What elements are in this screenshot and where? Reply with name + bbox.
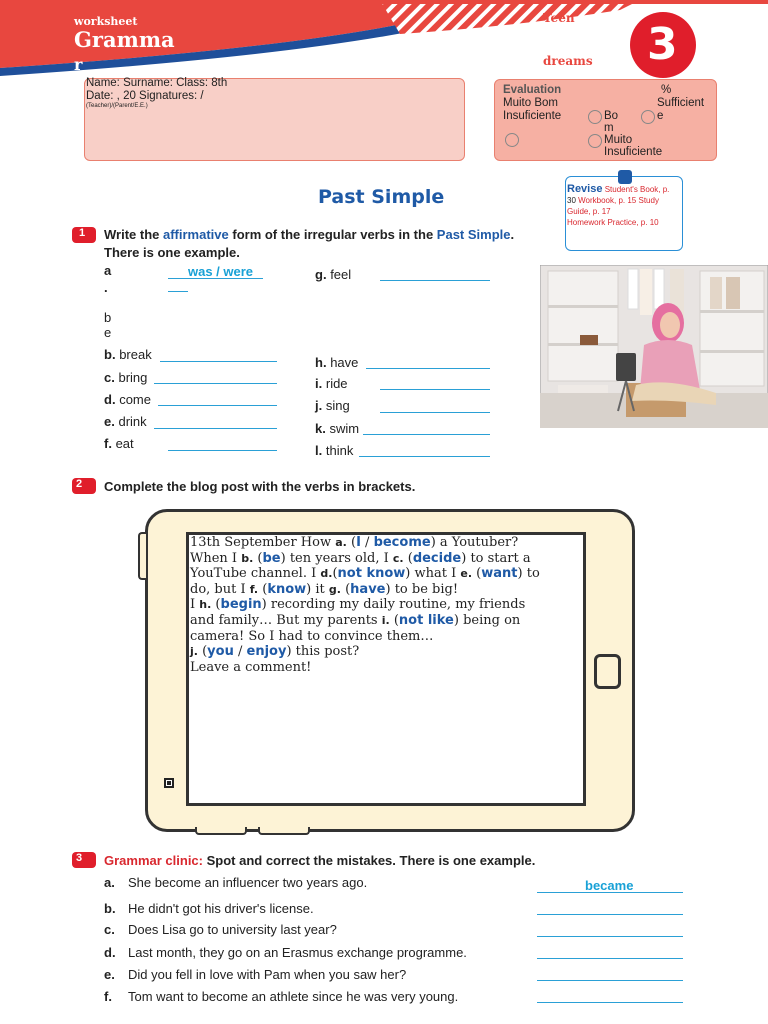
evaluation-title: Evaluation <box>503 84 562 96</box>
clinic-answer-c[interactable] <box>537 936 683 937</box>
ex1-past-simple: Past Simple <box>436 227 511 242</box>
revise-label: Revise <box>567 183 603 195</box>
grammar-clinic-label: Grammar clinic: <box>104 853 203 868</box>
blog-line-3: YouTube channel. I d.(not know) what I e. (want) to <box>190 566 540 582</box>
ex1-item-c: c. bring <box>104 370 148 385</box>
worksheet-label: worksheet <box>74 15 138 28</box>
ex1-text-a: Write the <box>104 227 163 242</box>
tablet-bottom-button-2 <box>258 827 310 835</box>
ex1-text-c: . <box>510 227 515 242</box>
blog-line-6: and family… But my parents i. (not like) being on <box>190 612 521 628</box>
ex1-item-d: d. come <box>104 392 151 407</box>
info-line-signatures: (Teacher)/(Parent/E.E.) <box>86 103 148 109</box>
blog-line-2: When I b. (be) ten years old, I c. (decide) to start a <box>190 550 531 566</box>
blog-line-1: 13th September How a. (I / become) a Youtuber? <box>190 535 519 550</box>
eval-bom-m: m <box>604 122 614 134</box>
tablet-side-button-left <box>138 532 146 580</box>
ex1-answer-k[interactable] <box>363 434 490 435</box>
blog-line-5: I h. (begin) recording my daily routine, my friends <box>190 597 526 613</box>
exercise-3-text: Spot and correct the mistakes. There is one example. <box>203 853 536 868</box>
exercise-3-instruction <box>104 852 535 870</box>
clinic-example-answer: became <box>585 878 634 893</box>
eval-muito-bom: Muito Bom <box>503 97 558 109</box>
revise-pin-icon <box>618 170 632 184</box>
ex1-affirmative: affirmative <box>163 227 229 242</box>
ex1-answer-i[interactable] <box>380 389 490 390</box>
tablet-camera-dot <box>167 781 171 785</box>
ex1-item-i: i. ride <box>315 376 348 391</box>
revise-line4: Homework Practice, p. 10 <box>567 218 659 227</box>
revise-line2-num: 30 <box>567 196 576 205</box>
clinic-item-a: a. She become an influencer two years ago. <box>104 875 368 890</box>
eval-muito-insuficiente: Insuficiente <box>604 146 663 158</box>
eval-bom: Bo <box>604 110 619 122</box>
book-title-teen: Teen <box>543 11 575 25</box>
ex1-answer-h[interactable] <box>366 368 490 369</box>
ex1-example-answer: was / were <box>188 264 254 279</box>
header-title: Gramma <box>74 27 175 52</box>
ex1-text-line2: There is one example. <box>104 245 240 260</box>
ex1-answer-f[interactable] <box>168 450 277 451</box>
ex1-answer-b[interactable] <box>160 361 277 362</box>
tablet-home-button[interactable] <box>594 654 621 689</box>
eval-suficiente-e: e <box>657 110 664 122</box>
eval-muito: Muito <box>604 134 633 146</box>
blog-line-9: Leave a comment! <box>190 659 312 675</box>
ex1-example-line2 <box>168 291 188 292</box>
ex1-item-k: k. swim <box>315 421 360 436</box>
ex1-example-verb-e: e <box>104 325 112 340</box>
ex1-item-e: e. drink <box>104 414 147 429</box>
clinic-item-b: b. He didn't got his driver's license. <box>104 901 314 916</box>
clinic-item-c: c. Does Lisa go to university last year? <box>104 922 337 937</box>
ex1-example-verb-b: b <box>104 310 112 325</box>
radio-bom[interactable] <box>588 110 602 124</box>
clinic-answer-a <box>537 892 683 893</box>
blog-line-8: j. (you / enjoy) this post? <box>190 644 360 660</box>
eval-suficiente: Sufficient <box>657 97 705 109</box>
clinic-item-e: e. Did you fell in love with Pam when you saw her? <box>104 967 407 982</box>
ex1-item-l: l. think <box>315 443 354 458</box>
clinic-answer-e[interactable] <box>537 980 683 981</box>
info-line-date: Date: , 20 Signatures: / <box>86 90 204 102</box>
ex1-answer-j[interactable] <box>380 412 490 413</box>
clinic-item-d: d. Last month, they go on an Erasmus exchange programme. <box>104 945 467 960</box>
revise-line3: Guide, p. 17 <box>567 207 611 216</box>
page-title: Past Simple <box>318 186 445 208</box>
book-title-dreams: dreams <box>543 54 593 68</box>
exercise-2-instruction: Complete the blog post with the verbs in brackets. <box>104 479 416 494</box>
clinic-answer-b[interactable] <box>537 914 683 915</box>
blog-line-7: camera! So I had to convince them… <box>190 628 434 644</box>
ex1-answer-d[interactable] <box>158 405 277 406</box>
clinic-answer-f[interactable] <box>537 1002 683 1003</box>
exercise-1-number: 1 <box>79 227 86 239</box>
eval-insuficiente: Insuficiente <box>503 110 562 122</box>
blog-line-4: do, but I f. (know) it g. (have) to be big! <box>190 581 459 597</box>
revise-text <box>567 184 683 228</box>
ex1-item-b: b. break <box>104 347 152 362</box>
clinic-answer-d[interactable] <box>537 958 683 959</box>
radio-muito-insuficiente[interactable] <box>588 134 602 148</box>
ex1-answer-e[interactable] <box>154 428 277 429</box>
exercise-2-number: 2 <box>76 478 83 490</box>
info-line-name: Name: Surname: Class: 8th <box>86 77 228 89</box>
tablet-bottom-button-1 <box>195 827 247 835</box>
revise-line2-tail: Study <box>638 196 659 205</box>
ex1-example-dot: . <box>104 280 108 295</box>
ex1-item-g: g. feel <box>315 267 352 282</box>
ex1-answer-g[interactable] <box>380 280 490 281</box>
ex1-answer-c[interactable] <box>154 383 277 384</box>
ex1-item-h: h. have <box>315 355 359 370</box>
blog-post <box>190 535 582 675</box>
unit-number: 3 <box>647 19 678 70</box>
exercise-1-instruction <box>104 226 554 262</box>
clinic-item-f: f. Tom want to become an athlete since he was very young. <box>104 989 459 1004</box>
ex1-example-line <box>168 278 263 279</box>
evaluation-percent: % <box>661 84 672 96</box>
revise-line2: Workbook, p. 15 <box>578 196 637 205</box>
ex1-item-f: f. eat <box>104 436 134 451</box>
ex1-text-b: form of the irregular verbs in the <box>228 227 437 242</box>
exercise-3-number: 3 <box>76 852 83 864</box>
radio-suficiente[interactable] <box>641 110 655 124</box>
photo-influencer-image <box>540 265 768 428</box>
ex1-example-letter: a <box>104 263 112 278</box>
ex1-item-j: j. sing <box>315 398 350 413</box>
ex1-answer-l[interactable] <box>359 456 490 457</box>
header-title-line2: r <box>74 55 83 74</box>
radio-insuficiente[interactable] <box>505 133 519 147</box>
revise-line1: Student's Book, p. <box>604 185 670 194</box>
